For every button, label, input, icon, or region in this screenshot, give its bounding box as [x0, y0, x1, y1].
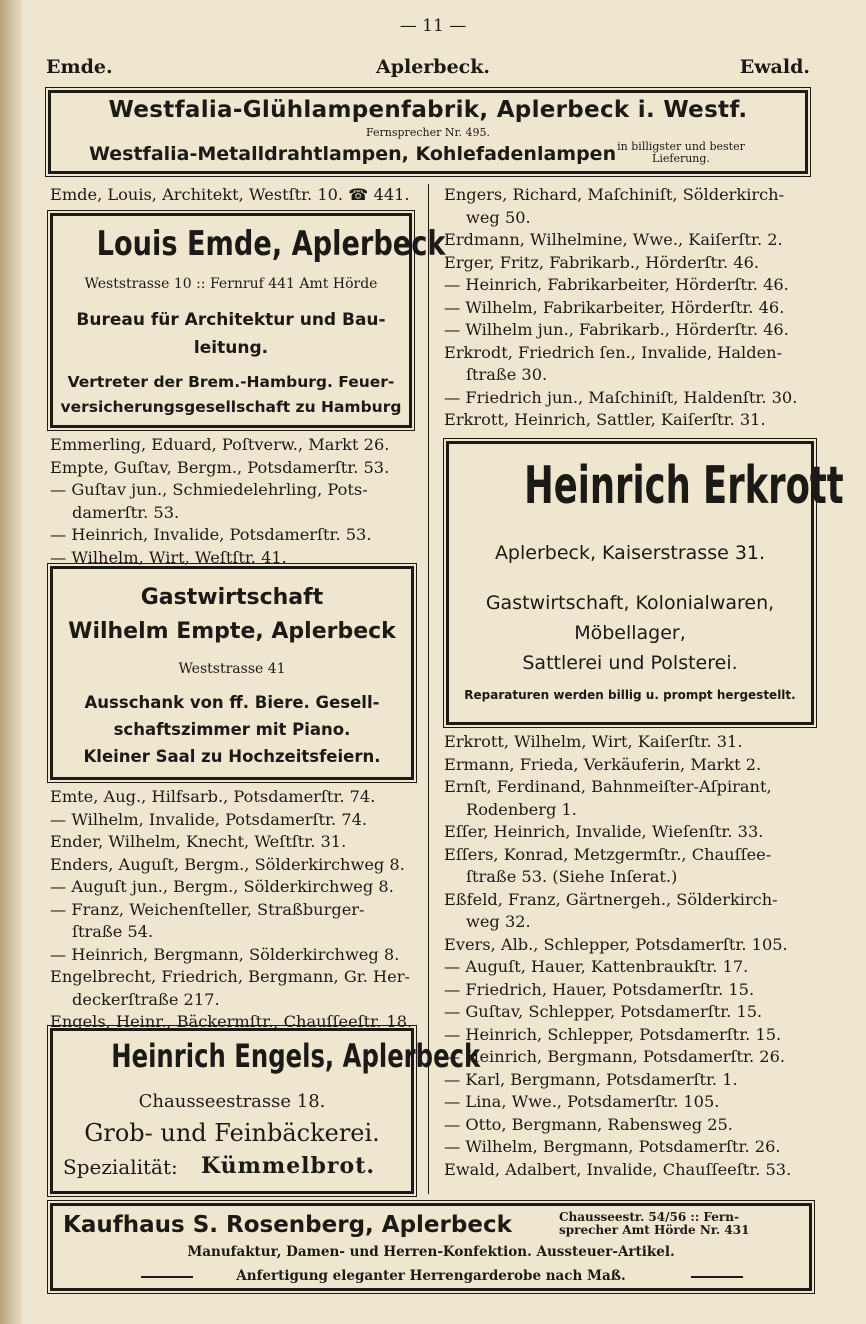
ad-engels-speciality-label: Spezialität: — [63, 1155, 178, 1179]
entry: ſtraße 30. — [466, 365, 548, 384]
ad-engels-trade: Grob- und Feinbäckerei. — [84, 1119, 380, 1147]
entry: Empte, Guſtav, Bergm., Potsdamerſtr. 53. — [50, 457, 390, 477]
entry: — Karl, Bergmann, Potsdamerſtr. 1. — [444, 1069, 738, 1089]
page-edge-shadow — [0, 0, 22, 1324]
entry: Eſſer, Heinrich, Invalide, Wieſenſtr. 33. — [444, 822, 764, 841]
ad-engels-speciality-value: Kümmelbrot. — [201, 1153, 376, 1179]
entry: Erger, Fritz, Fabrikarb., Hörderſtr. 46. — [444, 252, 760, 272]
ad-empte-address: Weststrasse 41 — [178, 661, 286, 677]
entry: Engels, Heinr., Bäckermſtr., Chauſſeeſtr. 18. — [50, 1012, 413, 1031]
entry: Eßfeld, Franz, Gärtnergeh., Sölderkirch- — [444, 889, 778, 909]
ad-erkrott-line1: Gastwirtschaft, Kolonialwaren, — [485, 592, 775, 614]
ad-emde-line2: leitung. — [193, 338, 269, 358]
page-number: — 11 — — [399, 16, 467, 36]
ad-emde-address: Weststrasse 10 :: Fernruf 441 Amt Hörde — [84, 276, 378, 292]
ad-empte-line1: Ausschank von ff. Biere. Gesell- — [84, 693, 380, 712]
ad-erkrott-repairs: Reparaturen werden billig u. prompt hergestellt. — [464, 688, 796, 702]
entry: Emde, Louis, Architekt, Westſtr. 10. ☎ 441. — [50, 185, 410, 204]
ad-louis-emde — [50, 213, 446, 428]
entry: Engers, Richard, Maſchiniſt, Sölderkirch- — [444, 185, 785, 204]
ad-heinrich-engels — [50, 1028, 481, 1194]
ad-rosenberg-contact-line2: sprecher Amt Hörde Nr. 431 — [559, 1223, 750, 1237]
entry: Emte, Aug., Hilfsarb., Potsdamerſtr. 74. — [50, 787, 376, 806]
entry: Evers, Alb., Schlepper, Potsdamerſtr. 105. — [444, 934, 788, 954]
ad-westfalia-phone: Fernsprecher Nr. 495. — [365, 126, 490, 139]
entry: Enders, Auguſt, Bergm., Sölderkirchweg 8. — [50, 854, 405, 874]
ad-westfalia-products: Westfalia-Metalldrahtlampen, Kohlefadenlampen — [89, 143, 617, 165]
ad-empte-description — [53, 689, 411, 770]
ad-westfalia-note — [601, 141, 761, 165]
running-head-center: Aplerbeck. — [375, 56, 491, 78]
ad-erkrott-title-wrap — [449, 456, 844, 516]
ad-rosenberg — [50, 1203, 812, 1291]
ad-erkrott-line2: Möbellager, — [574, 622, 686, 644]
ad-wilhelm-empte — [50, 566, 414, 780]
ad-empte-line3: Kleiner Saal zu Hochzeitsfeiern. — [83, 747, 381, 766]
entry: Erkrodt, Friedrich ſen., Invalide, Halden- — [444, 342, 783, 362]
entry: — Heinrich, Schlepper, Potsdamerſtr. 15. — [444, 1024, 782, 1044]
entry: ſtraße 53. (Siehe Inſerat.) — [466, 867, 678, 886]
entry: Emmerling, Eduard, Poſtverw., Markt 26. — [50, 435, 390, 454]
right-entries-2 — [444, 731, 791, 1181]
ad-rosenberg-line2: Anfertigung eleganter Herrengarderobe nach Maß. — [236, 1268, 626, 1284]
entry: — Guſtav jun., Schmiedelehrling, Pots- — [50, 480, 368, 499]
left-entries-2 — [50, 434, 389, 569]
ad-erkrott-trades — [449, 588, 811, 678]
ad-rosenberg-contact-line1: Chausseestr. 54/56 :: Fern- — [559, 1210, 739, 1224]
entry: weg 32. — [466, 912, 531, 931]
entry: — Auguſt jun., Bergm., Sölderkirchweg 8. — [50, 877, 394, 896]
ad-emde-line1: Bureau für Architektur und Bau- — [76, 310, 386, 330]
entry: Erkrott, Wilhelm, Wirt, Kaiſerſtr. 31. — [444, 732, 743, 751]
entry: Ernſt, Ferdinand, Bahnmeiſter-Aſpirant, — [444, 777, 772, 796]
entry: — Friedrich, Hauer, Potsdamerſtr. 15. — [444, 979, 755, 999]
entry: — Wilhelm, Bergmann, Potsdamerſtr. 26. — [444, 1137, 781, 1156]
right-entries-1 — [444, 184, 797, 432]
ad-engels-title-wrap — [53, 1037, 481, 1075]
ad-westfalia — [48, 90, 808, 174]
ad-empte-title1: Gastwirtschaft — [140, 585, 324, 610]
ad-rosenberg-title: Kaufhaus S. Rosenberg, Aplerbeck — [63, 1212, 512, 1238]
ad-emde-title-wrap — [53, 224, 446, 264]
running-head-right: Ewald. — [739, 56, 810, 78]
ad-erkrott-title: Heinrich Erkrott — [524, 456, 844, 516]
ad-erkrott-address: Aplerbeck, Kaiserstrasse 31. — [494, 542, 766, 564]
running-head-left: Emde. — [46, 56, 113, 78]
entry: deckerſtraße 217. — [72, 989, 220, 1009]
entry: — Wilhelm jun., Fabrikarb., Hörderſtr. 46. — [444, 320, 789, 339]
entry: — Heinrich, Fabrikarbeiter, Hörderſtr. 46. — [444, 275, 789, 294]
entry: — Wilhelm, Invalide, Potsdamerſtr. 74. — [50, 809, 368, 829]
ad-empte-title2: Wilhelm Empte, Aplerbeck — [68, 619, 396, 644]
entry: Ewald, Adalbert, Invalide, Chauſſeeſtr. 53. — [444, 1159, 792, 1179]
entry: ſtraße 54. — [72, 922, 154, 941]
entry: — Guſtav, Schlepper, Potsdamerſtr. 15. — [444, 1002, 763, 1021]
entry: weg 50. — [466, 207, 531, 227]
entry: Erkrott, Heinrich, Sattler, Kaiſerſtr. 31. — [444, 410, 766, 429]
ad-rosenberg-contact — [559, 1211, 749, 1237]
entry: — Auguſt, Hauer, Kattenbraukſtr. 17. — [444, 957, 749, 976]
ad-empte-line2: schaftszimmer mit Piano. — [113, 720, 351, 739]
ad-engels-title: Heinrich Engels, Aplerbeck — [111, 1037, 481, 1075]
ad-rosenberg-rule-right — [691, 1276, 743, 1278]
ad-heinrich-erkrott — [446, 441, 844, 725]
ad-westfalia-note-line2: Lieferung. — [652, 152, 710, 165]
ad-emde-agency — [53, 370, 409, 420]
ad-erkrott-line3: Sattlerei und Polsterei. — [522, 652, 738, 674]
left-entries-1 — [50, 184, 410, 207]
entry: — Otto, Bergmann, Rabensweg 25. — [444, 1114, 733, 1134]
ad-engels-address: Chausseestrasse 18. — [138, 1091, 326, 1112]
ad-emde-line3: Vertreter der Brem.-Hamburg. Feuer- — [67, 373, 395, 391]
ad-emde-services — [53, 306, 409, 362]
entry: — Heinrich, Bergmann, Sölderkirchweg 8. — [50, 944, 400, 964]
ad-westfalia-title: Westfalia-Glühlampenfabrik, Aplerbeck i. Westf. — [108, 97, 748, 123]
entry: — Heinrich, Invalide, Potsdamerſtr. 53. — [50, 525, 372, 544]
entry: damerſtr. 53. — [72, 502, 180, 522]
entry: Engelbrecht, Friedrich, Bergmann, Gr. Her- — [50, 967, 410, 986]
ad-emde-line4: versicherungsgesellschaft zu Hamburg — [60, 398, 402, 416]
ad-emde-title: Louis Emde, Aplerbeck — [96, 224, 446, 264]
left-entries-3 — [50, 786, 412, 1034]
entry: Erdmann, Wilhelmine, Wwe., Kaiſerſtr. 2. — [444, 230, 783, 249]
entry: — Lina, Wwe., Potsdamerſtr. 105. — [444, 1092, 720, 1111]
entry: — Heinrich, Bergmann, Potsdamerſtr. 26. — [444, 1047, 786, 1066]
entry: Ender, Wilhelm, Knecht, Weſtſtr. 31. — [50, 832, 347, 851]
entry: Ermann, Frieda, Verkäuferin, Markt 2. — [444, 754, 762, 774]
entry: — Franz, Weichenſteller, Straßburger- — [50, 899, 365, 919]
entry: — Wilhelm, Wirt, Weſtſtr. 41. — [50, 547, 287, 567]
entry: — Friedrich jun., Maſchiniſt, Haldenſtr. 30. — [444, 387, 798, 407]
entry: — Wilhelm, Fabrikarbeiter, Hörderſtr. 46. — [444, 297, 785, 317]
entry: Rodenberg 1. — [466, 799, 577, 819]
ad-rosenberg-line1: Manufaktur, Damen- und Herren-Konfektion. Aussteuer-Artikel. — [187, 1244, 675, 1260]
ad-westfalia-note-line1: in billigster und bester — [617, 140, 745, 153]
entry: Eſſers, Konrad, Metzgermſtr., Chauſſee- — [444, 844, 772, 864]
